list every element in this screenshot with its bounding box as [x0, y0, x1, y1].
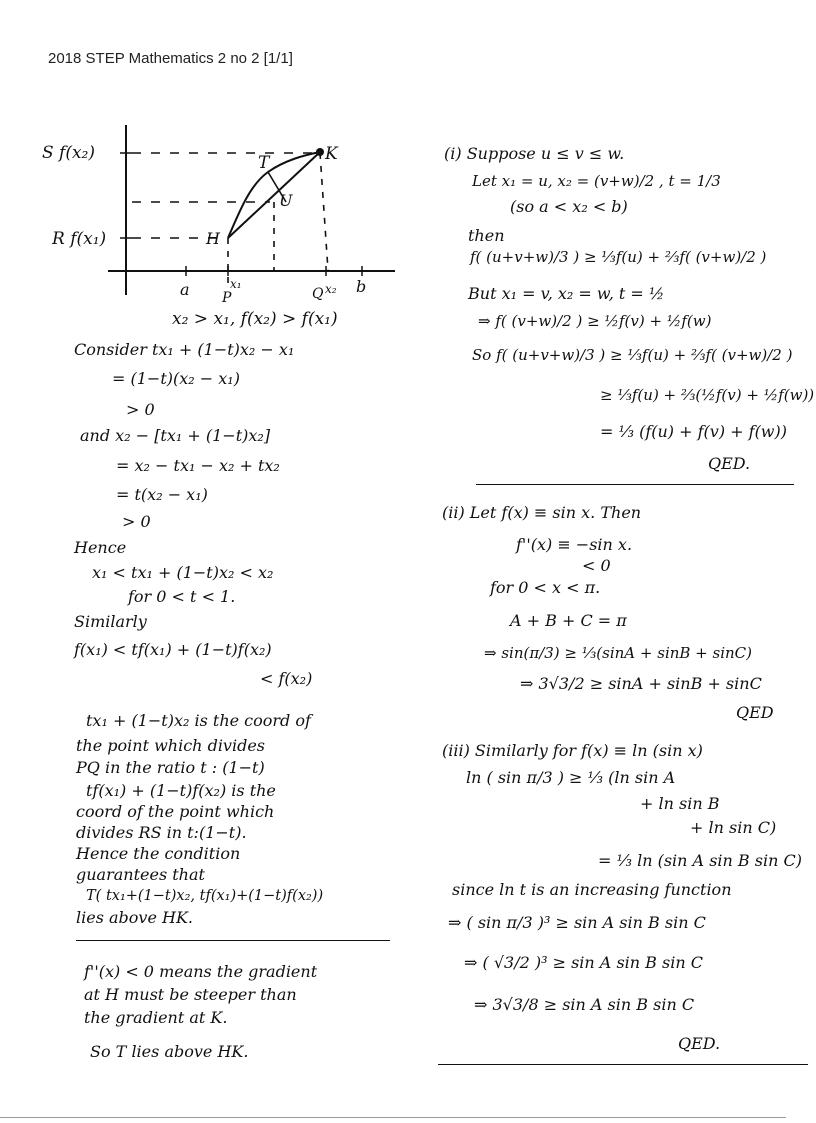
diagram-caption: x₂ > x₁, f(x₂) > f(x₁) [172, 309, 338, 329]
right-line: = ⅓ ln (sin A sin B sin C) [598, 851, 802, 870]
right-line: ⇒ 3√3/8 ≥ sin A sin B sin C [474, 995, 695, 1014]
left-line: coord of the point which [76, 802, 275, 821]
right-line: QED. [678, 1034, 721, 1053]
divider-left-1 [76, 940, 390, 941]
right-line: QED [736, 703, 774, 722]
right-line: since ln t is an increasing function [452, 880, 732, 899]
left-line: f''(x) < 0 means the gradient [84, 962, 318, 981]
right-line: = ⅓ (f(u) + f(v) + f(w)) [600, 422, 787, 441]
left-line: f(x₁) < tf(x₁) + (1−t)f(x₂) [74, 640, 272, 659]
right-line: ⇒ f( (v+w)/2 ) ≥ ½f(v) + ½f(w) [478, 312, 712, 330]
right-line: ⇒ 3√3/2 ≥ sinA + sinB + sinC [520, 674, 762, 693]
label-x2: x₂ [325, 282, 337, 296]
left-line: at H must be steeper than [84, 985, 297, 1004]
left-line: > 0 [126, 400, 155, 419]
left-line: So T lies above HK. [90, 1042, 249, 1061]
right-line: (iii) Similarly for f(x) ≡ ln (sin x) [442, 741, 703, 760]
right-line: ⇒ ( √3/2 )³ ≥ sin A sin B sin C [464, 953, 703, 972]
label-s: S f(x₂) [42, 143, 96, 163]
right-line: < 0 [582, 556, 611, 575]
label-b: b [356, 277, 367, 296]
left-line: guarantees that [76, 865, 205, 884]
left-line: Hence [74, 538, 127, 557]
right-line: Let x₁ = u, x₂ = (v+w)/2 , t = 1/3 [472, 172, 721, 190]
left-line: the gradient at K. [84, 1008, 228, 1027]
right-line: ⇒ sin(π/3) ≥ ⅓(sinA + sinB + sinC) [484, 644, 753, 662]
left-line: < f(x₂) [260, 669, 313, 688]
divider-right-2 [438, 1064, 808, 1065]
left-line: > 0 [122, 512, 151, 531]
right-line: QED. [708, 454, 751, 473]
right-line: f( (u+v+w)/3 ) ≥ ⅓f(u) + ⅔f( (v+w)/2 ) [470, 248, 767, 266]
left-line: Consider tx₁ + (1−t)x₂ − x₁ [74, 340, 295, 359]
right-line: + ln sin C) [690, 818, 777, 837]
label-p: P [222, 290, 232, 306]
left-line: T( tx₁+(1−t)x₂, tf(x₁)+(1−t)f(x₂)) [86, 888, 324, 904]
convexity-diagram [0, 110, 400, 410]
right-line: A + B + C = π [510, 611, 627, 630]
label-x1: x₁ [230, 277, 242, 291]
right-line: But x₁ = v, x₂ = w, t = ½ [468, 284, 665, 303]
label-r: R f(x₁) [52, 229, 107, 249]
left-line: Similarly [74, 612, 147, 631]
left-line: PQ in the ratio t : (1−t) [76, 758, 265, 777]
page-bottom-rule [0, 1117, 786, 1118]
left-line: = x₂ − tx₁ − x₂ + tx₂ [116, 456, 280, 475]
label-a: a [180, 280, 190, 299]
left-line: for 0 < t < 1. [128, 587, 236, 606]
right-line: (i) Suppose u ≤ v ≤ w. [444, 144, 625, 163]
label-u: U [279, 191, 293, 210]
right-line: ⇒ ( sin π/3 )³ ≥ sin A sin B sin C [448, 913, 706, 932]
left-line: x₁ < tx₁ + (1−t)x₂ < x₂ [92, 563, 274, 582]
right-line: ln ( sin π/3 ) ≥ ⅓ (ln sin A [466, 768, 676, 787]
left-line: = t(x₂ − x₁) [116, 485, 208, 504]
right-line: So f( (u+v+w)/3 ) ≥ ⅓f(u) + ⅔f( (v+w)/2 ) [472, 346, 793, 364]
left-line: tf(x₁) + (1−t)f(x₂) is the [86, 781, 276, 800]
page-header: 2018 STEP Mathematics 2 no 2 [1/1] [48, 50, 293, 67]
left-line: the point which divides [76, 736, 266, 755]
left-line: tx₁ + (1−t)x₂ is the coord of [86, 711, 311, 730]
right-line: f''(x) ≡ −sin x. [516, 535, 633, 554]
right-line: (so a < x₂ < b) [510, 197, 628, 216]
label-k: K [325, 144, 338, 164]
label-h: H [206, 229, 220, 248]
left-line: and x₂ − [tx₁ + (1−t)x₂] [80, 426, 271, 445]
left-line: Hence the condition [76, 844, 241, 863]
chord-hk [228, 152, 320, 238]
label-t: T [258, 153, 270, 173]
right-line: + ln sin B [640, 794, 720, 813]
left-line: lies above HK. [76, 908, 193, 927]
right-line: (ii) Let f(x) ≡ sin x. Then [442, 503, 642, 522]
divider-right-1 [476, 484, 794, 485]
right-line: for 0 < x < π. [490, 578, 601, 597]
label-q: Q [312, 286, 324, 302]
right-line: ≥ ⅓f(u) + ⅔(½f(v) + ½f(w)) [600, 386, 815, 404]
left-line: divides RS in t:(1−t). [76, 823, 247, 842]
right-line: then [468, 226, 505, 245]
left-line: = (1−t)(x₂ − x₁) [112, 369, 240, 388]
